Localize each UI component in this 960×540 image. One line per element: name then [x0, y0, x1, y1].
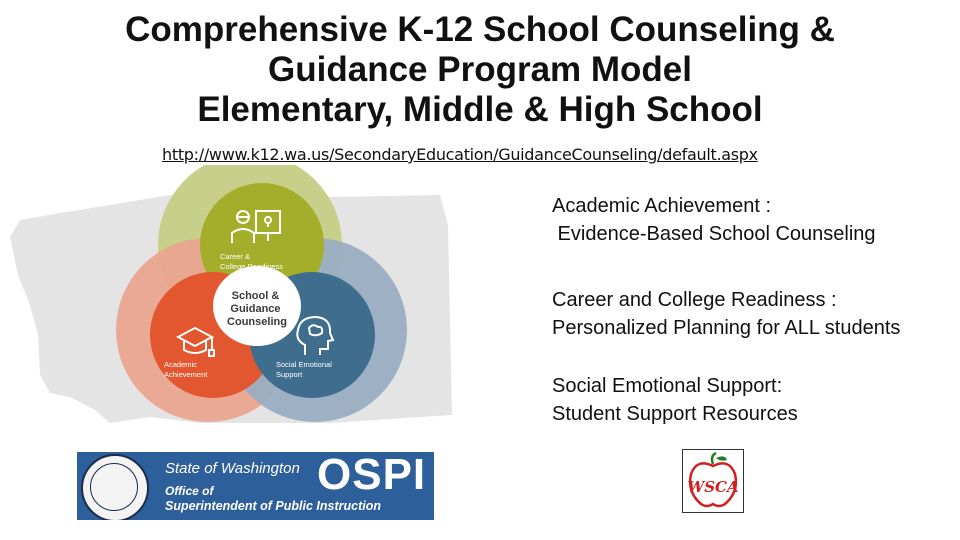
- center-label-1: School &: [231, 290, 280, 302]
- component-academic: [552, 192, 876, 248]
- ospi-wordmark: OSPI: [317, 452, 427, 499]
- component-description: Evidence-Based School Counseling: [552, 223, 876, 245]
- ospi-superintendent: Superintendent of Public Instruction: [165, 499, 381, 513]
- component-description: Personalized Planning for ALL students: [552, 317, 901, 339]
- component-social: [552, 372, 798, 428]
- academic-label-2: Achievement: [164, 370, 208, 379]
- component-career: [552, 286, 900, 342]
- ospi-office: Office of: [165, 484, 214, 498]
- component-heading: Academic Achievement :: [552, 195, 771, 217]
- career-label-1: Career &: [220, 252, 251, 261]
- center-label-2: Guidance: [230, 303, 281, 315]
- academic-label-1: Academic: [164, 360, 197, 369]
- state-seal-icon: [81, 454, 149, 520]
- social-label-2: Support: [276, 370, 303, 379]
- program-link[interactable]: http://www.k12.wa.us/SecondaryEducation/GuidanceCounseling/default.aspx: [162, 145, 758, 164]
- svg-text:School & Guidance Coun: [227, 290, 287, 328]
- wsca-logo: [682, 449, 744, 513]
- title-line-2: Guidance Program Model: [268, 50, 692, 89]
- apple-icon: [683, 450, 743, 512]
- page-title: [0, 10, 960, 130]
- component-heading: Career and College Readiness :: [552, 289, 837, 311]
- title-line-1: Comprehensive K-12 School Counseling &: [125, 10, 835, 49]
- ospi-logo: [77, 452, 434, 520]
- ospi-state: State of Washington: [165, 460, 300, 477]
- venn-diagram: [0, 165, 460, 450]
- wsca-text: WSCA: [687, 478, 739, 496]
- component-description: Student Support Resources: [552, 403, 798, 425]
- social-label-1: Social Emotional: [276, 360, 332, 369]
- career-label-2: College Readiness: [220, 262, 283, 271]
- center-label-3: Counseling: [227, 316, 287, 328]
- title-line-3: Elementary, Middle & High School: [197, 90, 763, 129]
- component-heading: Social Emotional Support:: [552, 375, 783, 397]
